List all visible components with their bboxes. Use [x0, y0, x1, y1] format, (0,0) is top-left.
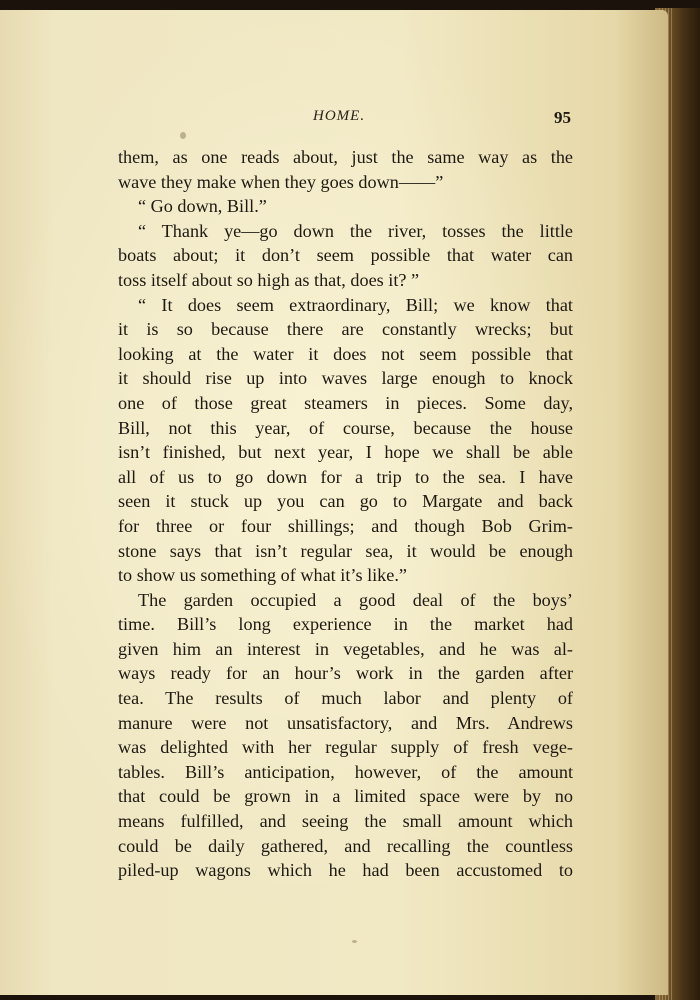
text-line: toss itself about so high as that, does it? ”: [118, 269, 420, 290]
text-line: “ Thank ye—go down the river, tosses the little: [138, 220, 573, 241]
text-line: all of us to go down for a trip to the sea. I have: [118, 466, 573, 487]
text-line: for three or four shillings; and though Bob Grim-: [118, 515, 573, 536]
page-header: [0, 108, 668, 130]
text-line: stone says that isn’t regular sea, it would be enough: [118, 540, 573, 561]
text-line: looking at the water it does not seem possible that: [118, 343, 573, 364]
text-line: was delighted with her regular supply of fresh vege-: [118, 737, 573, 758]
text-line: wave they make when they goes down——”: [118, 171, 444, 192]
text-line: The garden occupied a good deal of the boys’: [138, 589, 573, 610]
text-line: manure were not unsatisfactory, and Mrs. Andrews: [118, 712, 573, 733]
text-line: “ It does seem extraordinary, Bill; we know that: [138, 294, 573, 315]
text-line: tables. Bill’s anticipation, however, of the amount: [118, 761, 573, 782]
text-line: isn’t finished, but next year, I hope we shall be able: [118, 442, 573, 463]
running-head: HOME.: [313, 108, 366, 124]
text-line: them, as one reads about, just the same way as the: [118, 147, 573, 167]
text-line: it should rise up into waves large enough to knock: [118, 368, 573, 389]
text-line: time. Bill’s long experience in the market had: [118, 614, 573, 635]
text-line: piled-up wagons which he had been accustomed to: [118, 860, 573, 881]
text-line: to show us something of what it’s like.”: [118, 565, 407, 586]
text-line: “ Go down, Bill.”: [138, 196, 267, 217]
text-line: that could be grown in a limited space were by no: [118, 786, 573, 807]
text-line: boats about; it don’t seem possible that water can: [118, 245, 573, 266]
text-line: means fulfilled, and seeing the small amount which: [118, 811, 573, 832]
page-number: 95: [554, 108, 571, 127]
text-line: seen it stuck up you can go to Margate and back: [118, 491, 573, 512]
text-line: Bill, not this year, of course, because the house: [118, 417, 573, 438]
text-line: tea. The results of much labor and plenty of: [118, 688, 573, 709]
text-line: could be daily gathered, and recalling the countless: [118, 835, 573, 856]
body-text: [118, 145, 573, 883]
paper-speck: [352, 940, 357, 943]
text-line: one of those great steamers in pieces. Some day,: [118, 392, 573, 413]
text-line: it is so because there are constantly wrecks; but: [118, 319, 573, 340]
text-line: ways ready for an hour’s work in the garden after: [118, 663, 573, 684]
text-line: given him an interest in vegetables, and he was al-: [118, 638, 573, 659]
paper-speck: [180, 132, 186, 139]
